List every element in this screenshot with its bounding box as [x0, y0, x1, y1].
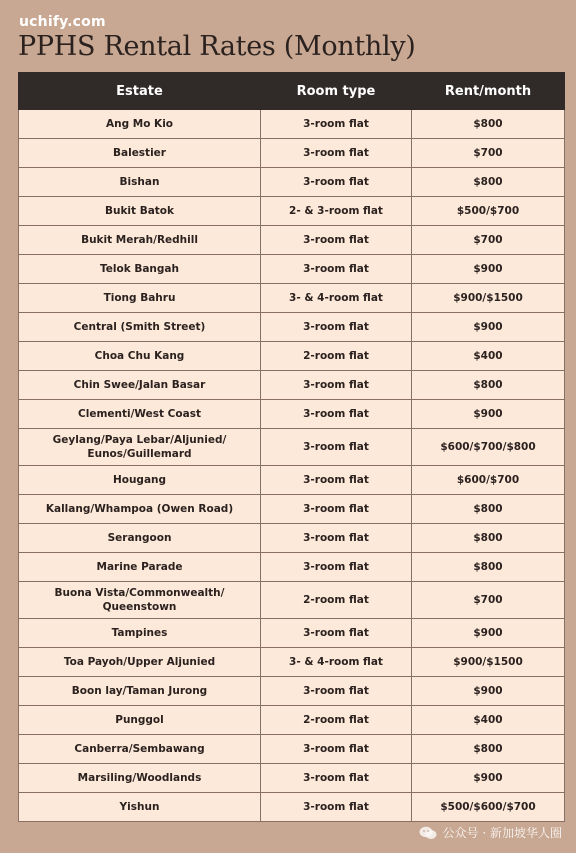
- estate-cell: Marsiling/Woodlands: [19, 764, 261, 793]
- table-row: [19, 677, 565, 706]
- watermark-text: 公众号 · 新加坡华人圈: [442, 826, 562, 840]
- rent-cell: $400: [412, 706, 565, 735]
- estate-cell: Ang Mo Kio: [19, 110, 261, 139]
- rent-cell: $900: [412, 619, 565, 648]
- table-row: [19, 619, 565, 648]
- estate-cell: Balestier: [19, 139, 261, 168]
- rent-cell: $800: [412, 371, 565, 400]
- room-type-cell: 3-room flat: [261, 677, 412, 706]
- room-type-cell: 3-room flat: [261, 168, 412, 197]
- estate-cell: Yishun: [19, 793, 261, 822]
- estate-cell: Bukit Batok: [19, 197, 261, 226]
- table-row: [19, 764, 565, 793]
- rental-rates-table: [18, 72, 565, 822]
- estate-cell: Boon lay/Taman Jurong: [19, 677, 261, 706]
- rent-cell: $500/$700: [412, 197, 565, 226]
- table-row: [19, 495, 565, 524]
- table-row: [19, 553, 565, 582]
- table-row: [19, 648, 565, 677]
- estate-cell: Clementi/West Coast: [19, 400, 261, 429]
- estate-cell: Tampines: [19, 619, 261, 648]
- rent-cell: $500/$600/$700: [412, 793, 565, 822]
- rent-cell: $400: [412, 342, 565, 371]
- table-row: [19, 371, 565, 400]
- rent-cell: $800: [412, 735, 565, 764]
- estate-cell: Toa Payoh/Upper Aljunied: [19, 648, 261, 677]
- rent-cell: $900/$1500: [412, 648, 565, 677]
- rent-cell: $800: [412, 110, 565, 139]
- estate-cell: Punggol: [19, 706, 261, 735]
- table-row: [19, 342, 565, 371]
- room-type-cell: 3-room flat: [261, 313, 412, 342]
- rent-cell: $900: [412, 677, 565, 706]
- table-row: [19, 582, 565, 619]
- room-type-cell: 2-room flat: [261, 342, 412, 371]
- estate-cell: Buona Vista/Commonwealth/ Queenstown: [19, 582, 261, 619]
- rent-cell: $900/$1500: [412, 284, 565, 313]
- estate-cell: Tiong Bahru: [19, 284, 261, 313]
- room-type-cell: 2- & 3-room flat: [261, 197, 412, 226]
- estate-cell: Kallang/Whampoa (Owen Road): [19, 495, 261, 524]
- rent-cell: $700: [412, 139, 565, 168]
- table-row: [19, 706, 565, 735]
- estate-cell: Marine Parade: [19, 553, 261, 582]
- estate-cell: Canberra/Sembawang: [19, 735, 261, 764]
- room-type-cell: 3-room flat: [261, 371, 412, 400]
- rent-cell: $800: [412, 168, 565, 197]
- rent-cell: $900: [412, 313, 565, 342]
- rent-cell: $600/$700/$800: [412, 429, 565, 466]
- header-rent: Rent/month: [412, 73, 565, 110]
- table-row: [19, 168, 565, 197]
- rent-cell: $900: [412, 255, 565, 284]
- room-type-cell: 3-room flat: [261, 524, 412, 553]
- room-type-cell: 3-room flat: [261, 429, 412, 466]
- room-type-cell: 3-room flat: [261, 139, 412, 168]
- room-type-cell: 3-room flat: [261, 793, 412, 822]
- estate-cell: Bishan: [19, 168, 261, 197]
- table-header-row: [19, 73, 565, 110]
- table-row: [19, 793, 565, 822]
- estate-cell: Telok Bangah: [19, 255, 261, 284]
- table-row: [19, 524, 565, 553]
- room-type-cell: 3- & 4-room flat: [261, 648, 412, 677]
- rent-cell: $600/$700: [412, 466, 565, 495]
- table-row: [19, 139, 565, 168]
- room-type-cell: 2-room flat: [261, 582, 412, 619]
- table-row: [19, 400, 565, 429]
- table-row: [19, 255, 565, 284]
- room-type-cell: 3-room flat: [261, 553, 412, 582]
- rent-cell: $900: [412, 764, 565, 793]
- table-row: [19, 197, 565, 226]
- page-title: PPHS Rental Rates (Monthly): [18, 31, 416, 62]
- rent-cell: $900: [412, 400, 565, 429]
- table-row: [19, 735, 565, 764]
- table-row: [19, 226, 565, 255]
- estate-cell: Geylang/Paya Lebar/Aljunied/ Eunos/Guillemard: [19, 429, 261, 466]
- header-room-type: Room type: [261, 73, 412, 110]
- table-row: [19, 429, 565, 466]
- header-estate: Estate: [19, 73, 261, 110]
- estate-cell: Chin Swee/Jalan Basar: [19, 371, 261, 400]
- table-row: [19, 466, 565, 495]
- table-row: [19, 284, 565, 313]
- room-type-cell: 3-room flat: [261, 495, 412, 524]
- table-row: [19, 313, 565, 342]
- room-type-cell: 3-room flat: [261, 619, 412, 648]
- table-row: [19, 110, 565, 139]
- estate-cell: Bukit Merah/Redhill: [19, 226, 261, 255]
- watermark: [419, 824, 562, 841]
- rent-cell: $700: [412, 226, 565, 255]
- estate-cell: Serangoon: [19, 524, 261, 553]
- wechat-icon: [419, 826, 437, 840]
- site-name: uchify.com: [19, 14, 106, 30]
- room-type-cell: 3-room flat: [261, 466, 412, 495]
- rent-cell: $800: [412, 524, 565, 553]
- room-type-cell: 3-room flat: [261, 255, 412, 284]
- room-type-cell: 3-room flat: [261, 735, 412, 764]
- estate-cell: Central (Smith Street): [19, 313, 261, 342]
- estate-cell: Hougang: [19, 466, 261, 495]
- room-type-cell: 3-room flat: [261, 764, 412, 793]
- estate-cell: Choa Chu Kang: [19, 342, 261, 371]
- rent-cell: $800: [412, 495, 565, 524]
- rent-cell: $700: [412, 582, 565, 619]
- rent-cell: $800: [412, 553, 565, 582]
- room-type-cell: 3-room flat: [261, 226, 412, 255]
- room-type-cell: 3- & 4-room flat: [261, 284, 412, 313]
- room-type-cell: 3-room flat: [261, 110, 412, 139]
- room-type-cell: 3-room flat: [261, 400, 412, 429]
- room-type-cell: 2-room flat: [261, 706, 412, 735]
